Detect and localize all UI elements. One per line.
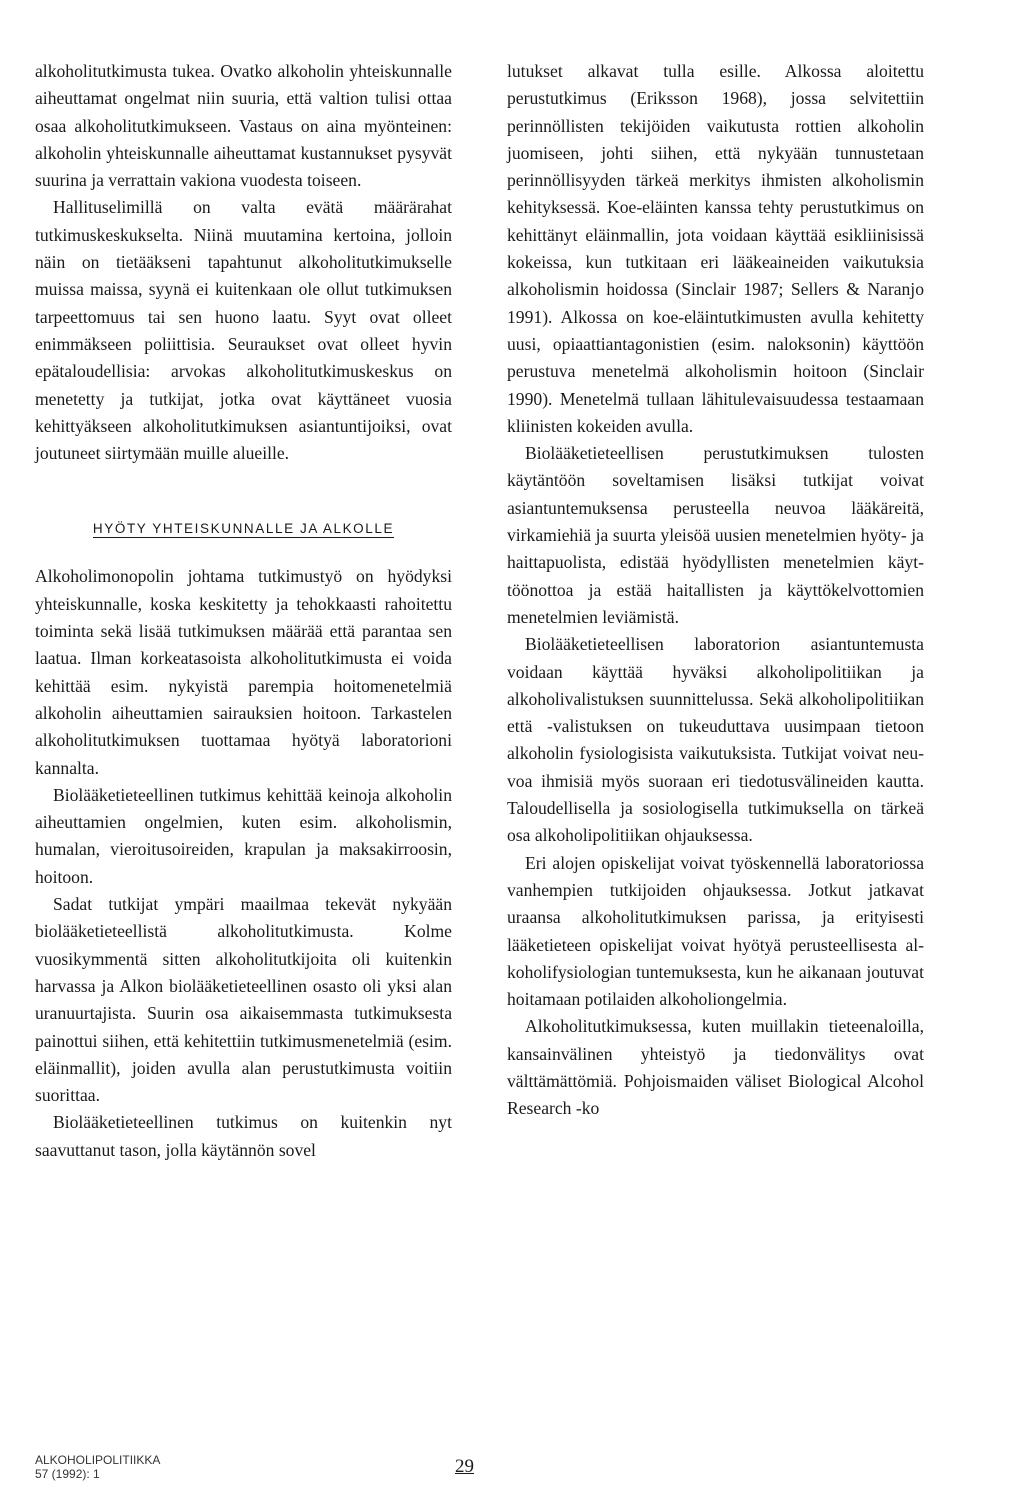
- paragraph: Biolääketieteellinen tutkimus on kuitenkin nyt saavuttanut tason, jolla käytännön sovel: [35, 1112, 452, 1160]
- paragraph: Alkoholitutkimuksessa, kuten muillakin tieteenaloilla, kansainvälinen yhteistyö ja tiedonvälitys ovat välttämättömiä. Pohjoismaiden väliset Biological Alcohol Research -ko: [507, 1016, 924, 1119]
- paragraph: Hallituselimillä on valta evätä määrärahat tutkimuskeskukselta. Niinä muutamina kertoina, jolloin näin on tietääkseni tapahtunut alkoholitutkimukselle muissa maissa, syynä ei kuitenkaan ole ollut tutkimuksen tarpeettomuus tai sen huono laatu. Syyt ovat olleet enimmäkseen poliittisia. Seuraukset ovat olleet hyvin epätaloudellisia: arvokas alkoholitutkimuskeskus on menetetty ja tutkijat, jotka ovat käyttäneet vuosia kehittyäkseen alkoholitutkimuksen asiantuntijoiksi, ovat joutuneet siirtymään muille alueille.: [35, 197, 452, 464]
- journal-name: ALKOHOLIPOLITIIKKA: [35, 1453, 161, 1467]
- paragraph: alkoholitutkimusta tukea. Ovatko alkoholin yhteiskunnalle aiheuttamat ongelmat niin suuria, että valtion tulisi ottaa osaa alkoholitutkimukseen. Vastaus on aina myönteinen: alkoholin yhteiskunnalle aiheuttamat kustannukset pysyvät suurina ja verrattain vakiona vuodesta toiseen.: [35, 61, 452, 191]
- section-heading: [35, 519, 452, 539]
- left-column: [35, 58, 452, 1164]
- paragraph: Biolääketieteellisen laboratorion asiantuntemusta voidaan käyttää hyväksi alkoholipolitiikan ja alkoholivalistuksen suunnittelussa. Sekä alkoholipolitiikan että -valistuksen on tukeuduttava uusimpaan tietoon alkoholin fysiologisista vaikutuksista. Tutkijat voivat neuvoa ihmisiä myös suoraan eri tiedotusvälineiden kautta. Taloudellisella ja sosiologisella tutkimuksella on tärkeä osa alkoholipolitiikan ohjauksessa.: [507, 634, 924, 846]
- paragraph: Alkoholimonopolin johtama tutkimustyö on hyödyksi yhteiskunnalle, koska keskitetty ja tehokkaasti rahoitettu toiminta sekä lisää tutkimuksen määrää että parantaa sen laatua. Ilman korkeatasoista alkoholitutkimusta ei voida kehittää esim. nykyistä parempia hoitomenetelmiä alkoholin aiheuttamien sairauksien hoitoon. Tarkastelen alkoholitutkimuksen tuottamaa hyötyä laboratorioni kannalta.: [35, 566, 452, 778]
- paragraph: lutukset alkavat tulla esille. Alkossa aloitettu perustutkimus (Eriksson 1968), jossa selvitettiin perinnöllisten tekijöiden vaikutusta rottien alkoholin juomiseen, johti siihen, että nykyään tunnustetaan perinnöllisyyden tärkeä merkitys ihmisten alkoholismin kehityksessä. Koe-eläinten kanssa tehty perustutkimus on kehittänyt eläinmallin, jota voidaan käyttää esikliinisissä kokeissa, kun tutkitaan eri lääkeaineiden vaikutuksia alkoholismin hoidossa (Sinclair 1987; Sellers & Naranjo 1991). Alkossa on koe-eläintutkimusten avulla kehitetty uusi, opiaattiantagonistien (esim. naloksonin) käyttöön perustuva menetelmä alkoholismin hoitoon (Sinclair 1990). Menetelmä tullaan lähitulevaisuudessa testaamaan kliinisten kokeiden avulla.: [507, 61, 924, 436]
- right-column: [507, 58, 924, 1123]
- page-number: 29: [455, 1456, 474, 1477]
- journal-issue: 57 (1992): 1: [35, 1467, 100, 1481]
- journal-footer: [35, 1453, 160, 1481]
- paragraph: Biolääketieteellisen perustutkimuksen tulosten käytäntöön soveltamisen lisäksi tutkijat voivat asiantuntemuksensa perusteella neuvoa lääkäreitä, virkamiehiä ja suurta yleisöä uusien menetelmien hyöty- ja haittapuolista, edistää hyödyllisten menetelmien käyttöönottoa ja estää haitallisten ja käyttökelvottomien menetelmien leviämistä.: [507, 443, 924, 627]
- section-heading-text: HYÖTY YHTEISKUNNALLE JA ALKOLLE: [92, 521, 395, 537]
- paragraph: Biolääketieteellinen tutkimus kehittää keinoja alkoholin aiheuttamien ongelmien, kuten esim. alkoholismin, humalan, vieroitusoireiden, krapulan ja maksakirroosin, hoitoon.: [35, 784, 452, 887]
- paragraph: Eri alojen opiskelijat voivat työskennellä laboratoriossa vanhempien tutkijoiden ohjauksessa. Jotkut jatkavat uraansa alkoholitutkimuksen parissa, ja erityisesti lääketieteen opiskelijat voivat hyötyä perusteellisesta alkoholifysiologian tuntemuksesta, kun he aikanaan joutuvat hoitamaan potilaiden alkoholiongelmia.: [507, 852, 924, 1010]
- paragraph: Sadat tutkijat ympäri maailmaa tekevät nykyään biolääketieteellistä alkoholitutkimusta. Kolme vuosikymmentä sitten alkoholitutkijoita oli kuitenkin harvassa ja Alkon biolääketieteellinen osasto oli yksi alan uranuurtajista. Suurin osa aikaisemmasta tutkimuksesta painottui siihen, että kehitettiin tutkimusmenetelmiä (esim. eläinmallit), joiden avulla alan perustutkimusta voitiin suorittaa.: [35, 894, 452, 1106]
